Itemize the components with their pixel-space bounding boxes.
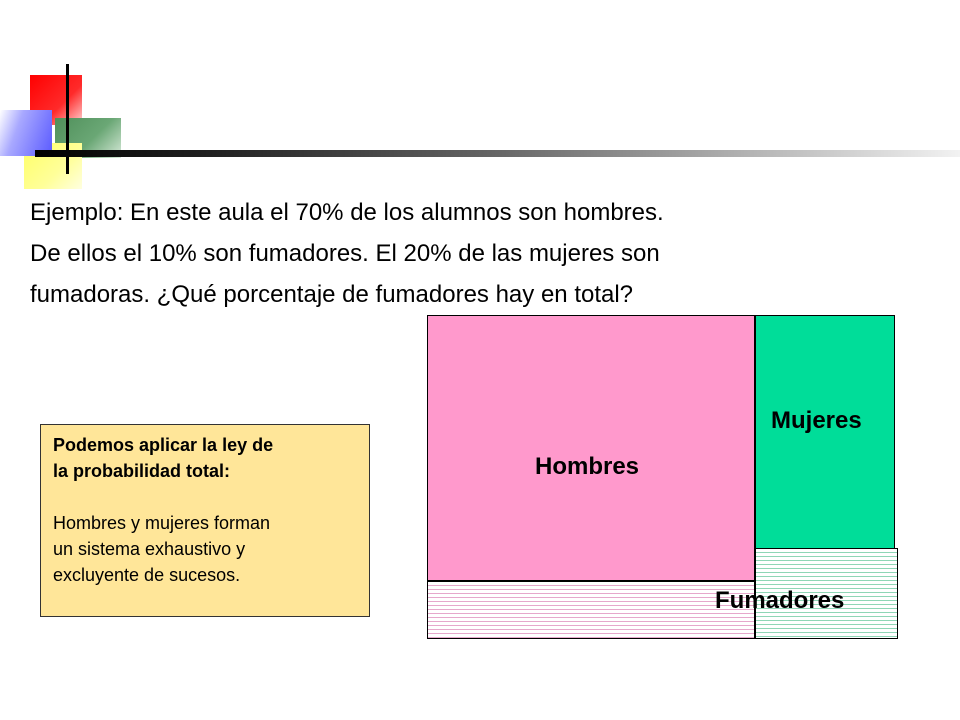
header-divider bbox=[35, 150, 960, 157]
problem-line-1: Ejemplo: En este aula el 70% de los alumnos son hombres. bbox=[30, 199, 664, 226]
note-body-line-2: un sistema exhaustivo y bbox=[53, 539, 246, 559]
note-heading-line-1: Podemos aplicar la ley de bbox=[53, 435, 274, 455]
note-heading-line-2: la probabilidad total: bbox=[53, 461, 231, 481]
problem-statement bbox=[30, 192, 820, 315]
explanation-box bbox=[40, 424, 370, 617]
note-body-line-3: excluyente de sucesos. bbox=[53, 565, 241, 585]
note-body-line-1: Hombres y mujeres forman bbox=[53, 513, 271, 533]
logo-vertical-line bbox=[66, 64, 69, 174]
decorative-logo bbox=[0, 60, 140, 180]
women-label: Mujeres bbox=[771, 407, 862, 434]
problem-line-3: fumadoras. ¿Qué porcentaje de fumadores hay en total? bbox=[30, 281, 634, 308]
men-label: Hombres bbox=[535, 453, 640, 480]
probability-area-diagram bbox=[427, 315, 898, 640]
smokers-label: Fumadores bbox=[715, 587, 845, 614]
problem-line-2: De ellos el 10% son fumadores. El 20% de las mujeres son bbox=[30, 240, 660, 267]
men-region bbox=[427, 315, 755, 581]
men-smokers-region bbox=[427, 581, 755, 639]
